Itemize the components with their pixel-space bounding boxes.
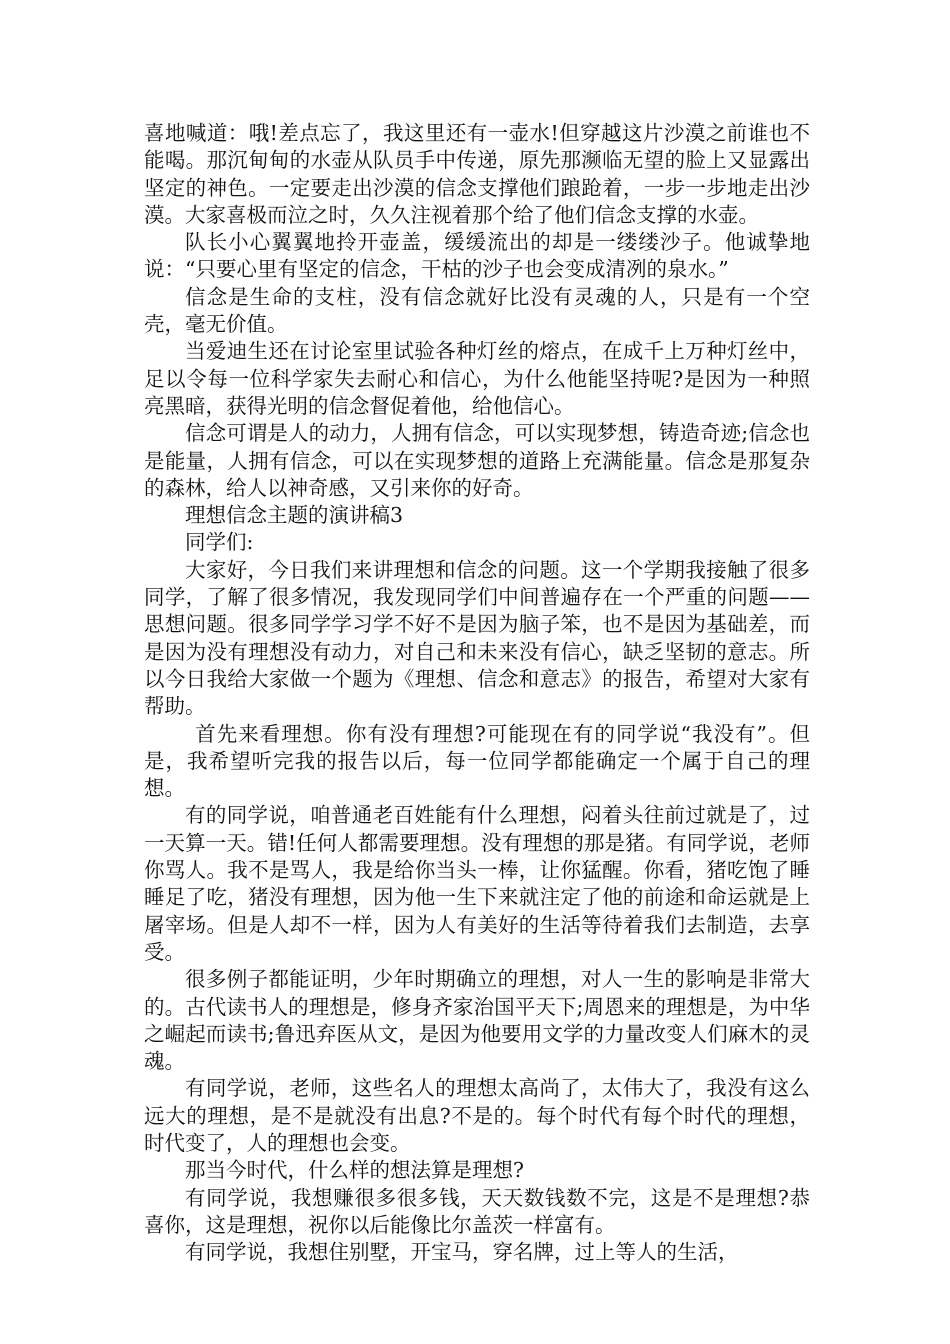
document-body <box>144 120 810 1266</box>
paragraph-everyone-needs-ideal: 有的同学说，咱普通老百姓能有什么理想，闷着头往前过就是了，过一天算一天。错!任何人都需要理想。没有理想的那是猪。有同学说，老师你骂人。我不是骂人，我是给你当头一棒，让你猛醒。你看，猪吃饱了睡睡足了吃，猪没有理想，因为他一生下来就注定了他的前途和命运就是上屠宰场。但是人却不一样，因为人有美好的生活等待着我们去制造，去享受。 <box>144 803 810 964</box>
paragraph-villa: 有同学说，我想住别墅，开宝马，穿名牌，过上等人的生活， <box>185 1240 739 1265</box>
paragraph-ideal-question: 首先来看理想。你有没有理想?可能现在有的同学说“我没有”。但是，我希望听完我的报告以后，每一位同学都能确定一个属于自己的理想。 <box>144 721 810 801</box>
paragraph-examples: 很多例子都能证明，少年时期确立的理想，对人一生的影响是非常大的。古代读书人的理想是，修身齐家治国平天下;周恩来的理想是，为中华之崛起而读书;鲁迅弃医从文，是因为他要用文学的力量改变人们麻木的灵魂。 <box>144 967 810 1074</box>
paragraph-edison: 当爱迪生还在讨论室里试验各种灯丝的熔点，在成千上万种灯丝中，足以令每一位科学家失去耐心和信心，为什么他能坚持呢?是因为一种照亮黑暗，获得光明的信念督促着他，给他信心。 <box>144 339 810 418</box>
section-heading: 理想信念主题的演讲稿3 <box>185 503 404 528</box>
paragraph-captain: 队长小心翼翼地拎开壶盖，缓缓流出的却是一缕缕沙子。他诚挚地说：“只要心里有坚定的信念，干枯的沙子也会变成清冽的泉水。” <box>144 230 810 282</box>
paragraph-modern-ideal: 那当今时代，什么样的想法算是理想? <box>185 1158 524 1183</box>
paragraph-each-era: 有同学说，老师，这些名人的理想太高尚了，太伟大了，我没有这么远大的理想，是不是就没有出息?不是的。每个时代有每个时代的理想，时代变了，人的理想也会变。 <box>144 1076 810 1155</box>
paragraph-continuation: 喜地喊道：哦!差点忘了，我这里还有一壶水!但穿越这片沙漠之前谁也不能喝。那沉甸甸的水壶从队员手中传递，原先那濒临无望的脸上又显露出坚定的神色。一定要走出沙漠的信念支撑他们踉跄着，一步一步地走出沙漠。大家喜极而泣之时，久久注视着那个给了他们信念支撑的水壶。 <box>144 121 810 227</box>
paragraph-belief-pillar: 信念是生命的支柱，没有信念就好比没有灵魂的人，只是有一个空壳，毫无价值。 <box>144 284 810 337</box>
paragraph-introduction: 大家好，今日我们来讲理想和信念的问题。这一个学期我接触了很多同学，了解了很多情况，我发现同学们中间普遍存在一个严重的问题——思想问题。很多同学学习学不好不是因为脑子笨，也不是因为基础差，而是因为没有理想没有动力，对自己和未来没有信心，缺乏坚韧的意志。所以今日我给大家做一个题为《理想、信念和意志》的报告，希望对大家有帮助。 <box>144 557 810 719</box>
paragraph-money: 有同学说，我想赚很多很多钱，天天数钱数不完，这是不是理想?恭喜你，这是理想，祝你以后能像比尔盖茨一样富有。 <box>144 1185 810 1237</box>
greeting: 同学们: <box>185 530 254 555</box>
paragraph-belief-power: 信念可谓是人的动力，人拥有信念，可以实现梦想，铸造奇迹;信念也是能量，人拥有信念，可以在实现梦想的道路上充满能量。信念是那复杂的森林，给人以神奇感，又引来你的好奇。 <box>144 421 810 500</box>
